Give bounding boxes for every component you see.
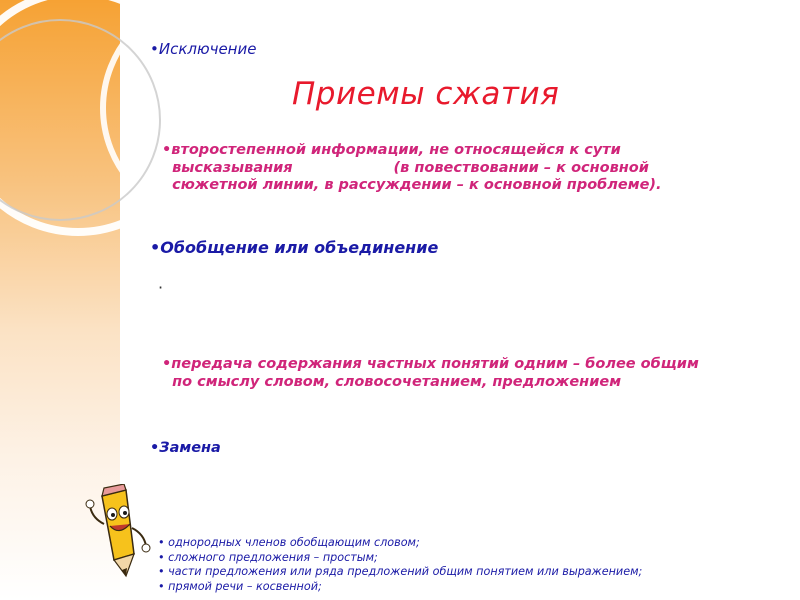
item-exclusion: •Исключение bbox=[150, 40, 257, 58]
replacement-sublist bbox=[158, 536, 642, 594]
list-item: • однородных членов обобщающим словом; bbox=[158, 536, 642, 551]
generalization-description: •передача содержания частных понятий одним – более общим по смыслу словом, словосочетанием, предложением bbox=[162, 356, 699, 390]
item-replacement: •Замена bbox=[150, 440, 221, 456]
list-item: • сложного предложения – простым; bbox=[158, 551, 642, 566]
item-generalization: •Обобщение или объединение bbox=[150, 238, 439, 257]
slide-title: Приемы сжатия bbox=[292, 76, 560, 112]
list-item: • части предложения или ряда предложений общим понятием или выражением; bbox=[158, 565, 642, 580]
exclusion-description: •второстепенной информации, не относящейся к сути высказывания (в повествовании – к основной сюжетной линии, в рассуждении – к основной проблеме). bbox=[162, 142, 662, 193]
list-item: • прямой речи – косвенной; bbox=[158, 580, 642, 595]
pencil-mascot-icon bbox=[84, 484, 154, 580]
lone-bullet-dot: · bbox=[158, 278, 164, 297]
